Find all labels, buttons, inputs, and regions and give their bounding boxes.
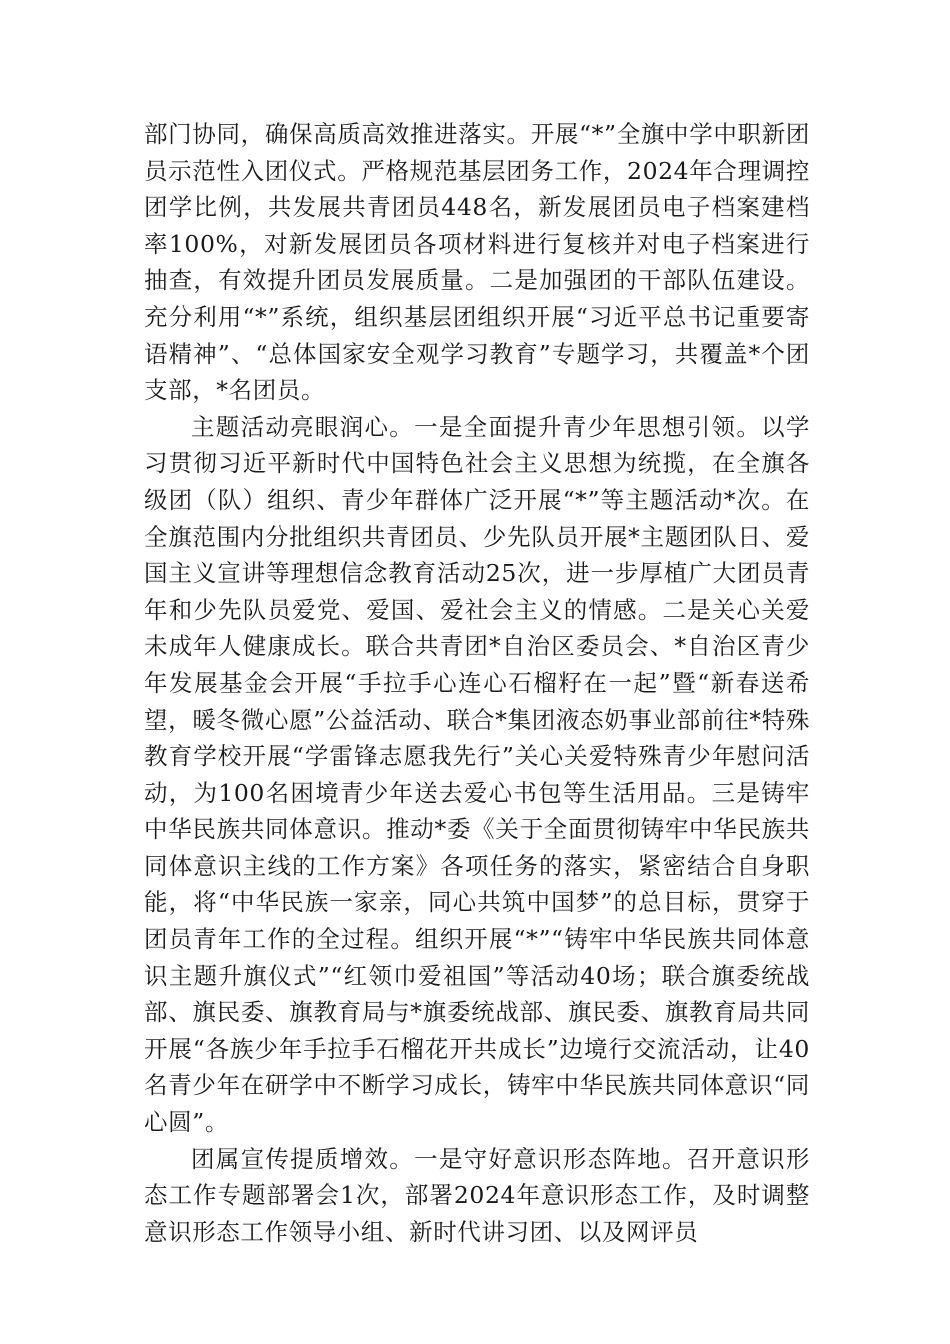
paragraph-1: 部门协同，确保高质高效推进落实。开展“*”全旗中学中职新团员示范性入团仪式。严格规范基层团务工作，2024年合理调控团学比例，共发展共青团员448名，新发展团员电子档案建档率100%，对新发展团员各项材料进行复核并对电子档案进行抽查，有效提升团员发展质量。二是加强团的干部队伍建设。充分利用“*”系统，组织基层团组织开展“习近平总书记重要寄语精神”、“总体国家安全观学习教育”专题学习，共覆盖*个团支部，*名团员。 — [144, 120, 810, 405]
paragraph-3: 团属宣传提质增效。一是守好意识形态阵地。召开意识形态工作专题部署会1次，部署2024年意识形态工作，及时调整意识形态工作领导小组、新时代讲习团、以及网评员 — [144, 1144, 810, 1246]
document-body — [144, 116, 810, 1250]
paragraph-2: 主题活动亮眼润心。一是全面提升青少年思想引领。以学习贯彻习近平新时代中国特色社会主义思想为统揽，在全旗各级团（队）组织、青少年群体广泛开展“*”等主题活动*次。在全旗范围内分批组织共青团员、少先队员开展*主题团队日、爱国主义宣讲等理想信念教育活动25次，进一步厚植广大团员青年和少先队员爱党、爱国、爱社会主义的情感。二是关心关爱未成年人健康成长。联合共青团*自治区委员会、*自治区青少年发展基金会开展“手拉手心连心石榴籽在一起”暨“新春送希望，暖冬微心愿”公益活动、联合*集团液态奶事业部前往*特殊教育学校开展“学雷锋志愿我先行”关心关爱特殊青少年慰问活动，为100名困境青少年送去爱心书包等生活用品。三是铸牢中华民族共同体意识。推动*委《关于全面贯彻铸牢中华民族共同体意识主线的工作方案》各项任务的落实，紧密结合自身职能，将“中华民族一家亲，同心共筑中国梦”的总目标，贯穿于团员青年工作的全过程。组织开展“*”“铸牢中华民族共同体意识主题升旗仪式”“红领巾爱祖国”等活动40场；联合旗委统战部、旗民委、旗教育局与*旗委统战部、旗民委、旗教育局共同开展“各族少年手拉手石榴花开共成长”边境行交流活动，让40名青少年在研学中不断学习成长，铸牢中华民族共同体意识“同心圆”。 — [144, 412, 810, 1137]
